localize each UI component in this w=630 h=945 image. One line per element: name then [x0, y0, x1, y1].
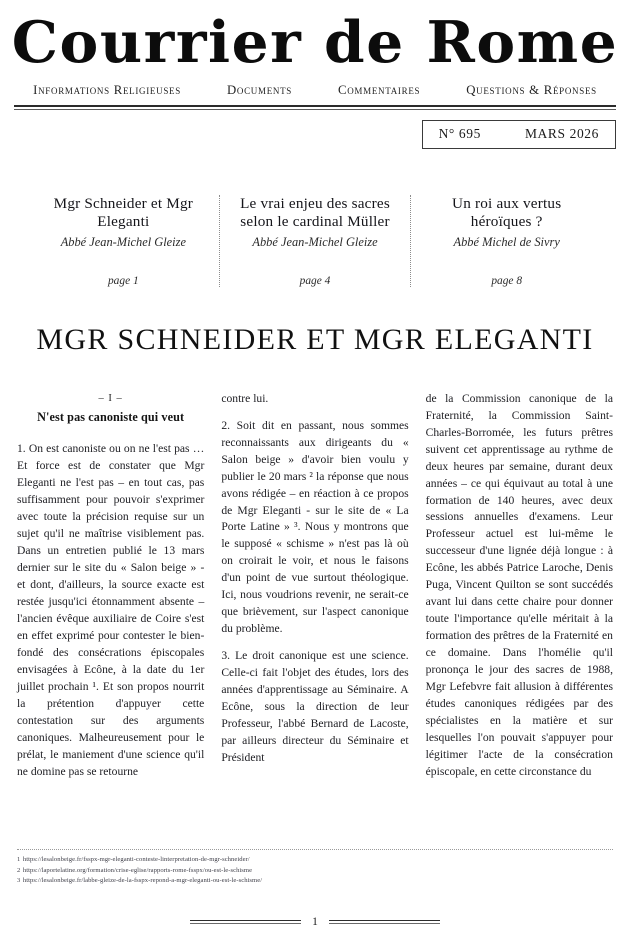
- issue-row: [14, 120, 616, 149]
- footnote-1[interactable]: [17, 855, 613, 866]
- teaser-item-1[interactable]: [28, 195, 219, 286]
- footer-page-number: 1: [312, 916, 318, 928]
- paragraph: contre lui.: [221, 391, 269, 405]
- teaser-page: page 4: [299, 274, 331, 287]
- footer-rule-right: [329, 920, 440, 924]
- footnotes: [17, 849, 613, 887]
- body-column-2: [221, 391, 408, 782]
- masthead: [11, 0, 619, 110]
- body-column-3: [426, 391, 613, 782]
- masthead-title: Courrier de Rome: [11, 9, 619, 76]
- teaser-title: Un roi aux vertus héroïques ?: [452, 195, 562, 231]
- teaser-page: page 8: [491, 274, 523, 287]
- teaser-title: Mgr Schneider et Mgr Eleganti: [53, 195, 194, 231]
- teaser-strip: [14, 195, 616, 286]
- footnote-divider: [17, 849, 613, 850]
- footnote-number: 1: [17, 855, 21, 863]
- paragraph: 3. Le droit canonique est une science. Celle-ci fait l'objet des études, lors des années d'apprentissage au Séminaire. A Ecône, sous la direction de leur Professeur, l'abbé Bernard de Lacoste, par ailleurs directeur du Séminaire et Président: [221, 649, 409, 765]
- paragraph: 1. On est canoniste ou on ne l'est pas … Et force est de constater que Mgr Eleganti ne l'est pas – en tout cas, pas suffisamment pour pouvoir s'exprimer avec toute la précision requise sur un sujet qu'il ne maîtrise visiblement pas. Dans un entretien publié le 13 mars dernier sur le site du « Salon beige » - et dont, d'ailleurs, la source exacte est restée jusqu'ici étonnamment absente – l'ancien évêque auxiliaire de Coire s'est en effet exprimé pour contester le bien-fondé des consécrations épiscopales envisagées à Ecône, à la date du 1er juillet prochain ¹. Et son propos nourrit la prétention d'appuyer cette contestation sur des arguments canoniques. Malheureusement pour le prélat, le maniement d'une science qu'il ne domine pas se retourne: [17, 441, 205, 778]
- section-marker: – I –: [98, 392, 123, 404]
- masthead-divider: [14, 105, 616, 110]
- teaser-page: page 1: [107, 274, 139, 287]
- footnote-number: 3: [17, 877, 21, 885]
- footnote-url[interactable]: https://lesalonbeige.fr/fsspx-mgr-eleganti-conteste-linterpretation-de-mgr-schneider/: [22, 855, 250, 863]
- footnote-url[interactable]: https://laportelatine.org/formation/crise-eglise/rapports-rome-fsspx/ou-est-le-schisme: [22, 866, 253, 874]
- footnote-url[interactable]: https://lesalonbeige.fr/labbe-gleize-de-la-fsspx-repond-a-mgr-eleganti-ou-est-le-schisme/: [22, 877, 263, 885]
- footnote-number: 2: [17, 866, 21, 874]
- nav-item-informations-religieuses[interactable]: Informations Religieuses: [33, 83, 181, 98]
- teaser-author: Abbé Jean-Michel Gleize: [60, 234, 186, 249]
- teaser-author: Abbé Jean-Michel Gleize: [252, 234, 378, 249]
- article-headline: MGR SCHNEIDER ET MGR ELEGANTI: [36, 322, 594, 356]
- footer-rule-left: [190, 920, 301, 924]
- section-subtitle: N'est pas canoniste qui veut: [37, 409, 185, 424]
- nav-item-questions-reponses[interactable]: Questions & Réponses: [466, 83, 597, 98]
- paragraph: 2. Soit dit en passant, nous sommes reconnaissants aux dirigeants du « Salon beige » d'avoir bien voulu y publier le 20 mars ² la réponse que nous avons rédigée – en réaction à ce propos de Mgr Eleganti - sur le site de « La Porte Latine » ³. Nous y montrons que le supposé « schisme » n'est pas là où on croirait le voir, et nous le faisons d'un point de vue surtout théologique. Ici, nous voudrions revenir, ne serait-ce que brièvement, sur l'aspect canonique du problème.: [221, 418, 409, 636]
- issue-date: MARS 2026: [524, 126, 599, 142]
- teaser-author: Abbé Michel de Sivry: [453, 234, 560, 249]
- section-nav: [14, 83, 616, 98]
- nav-item-commentaires[interactable]: Commentaires: [338, 83, 421, 98]
- issue-box: [422, 120, 616, 149]
- footnote-2[interactable]: [17, 866, 613, 877]
- footnote-3[interactable]: [17, 876, 613, 887]
- issue-number: N° 695: [438, 126, 481, 142]
- page-footer: [0, 916, 630, 928]
- teaser-title: Le vrai enjeu des sacres selon le cardinal Müller: [240, 195, 390, 231]
- nav-item-documents[interactable]: Documents: [226, 83, 292, 98]
- teaser-item-2[interactable]: [219, 195, 411, 286]
- paragraph: de la Commission canonique de la Fraternité, la Commission Saint-Charles-Borromée, les futurs prêtres suivent cet apprentissage au rythme de deux heures par semaine, durant deux années – ce qui équivaut au total à une formation de 140 heures, avec deux sessions annuelles d'examens. Leur Professeur actuel est lui-même le successeur d'une lignée déjà longue : à Ecône, les abbés Patrice Laroche, Denis Puga, Vincent Quilton se sont succédés avant lui dans cette chaire pour donner toute l'importance qu'elle méritait à la formation des prêtres de la Fraternité en ce domaine. Dans l'homélie qu'il prononça le jour des sacres de 1988, Mgr Lefebvre fait allusion à différentes études canoniques rédigées par des spécialistes en la matière et sur lesquelles l'on pouvait s'appuyer pour légitimer l'acte de la consécration épiscopale, en cette circonstance du: [425, 391, 613, 779]
- article-body: [14, 391, 616, 782]
- teaser-item-3[interactable]: [410, 195, 602, 286]
- body-column-1: [17, 391, 204, 782]
